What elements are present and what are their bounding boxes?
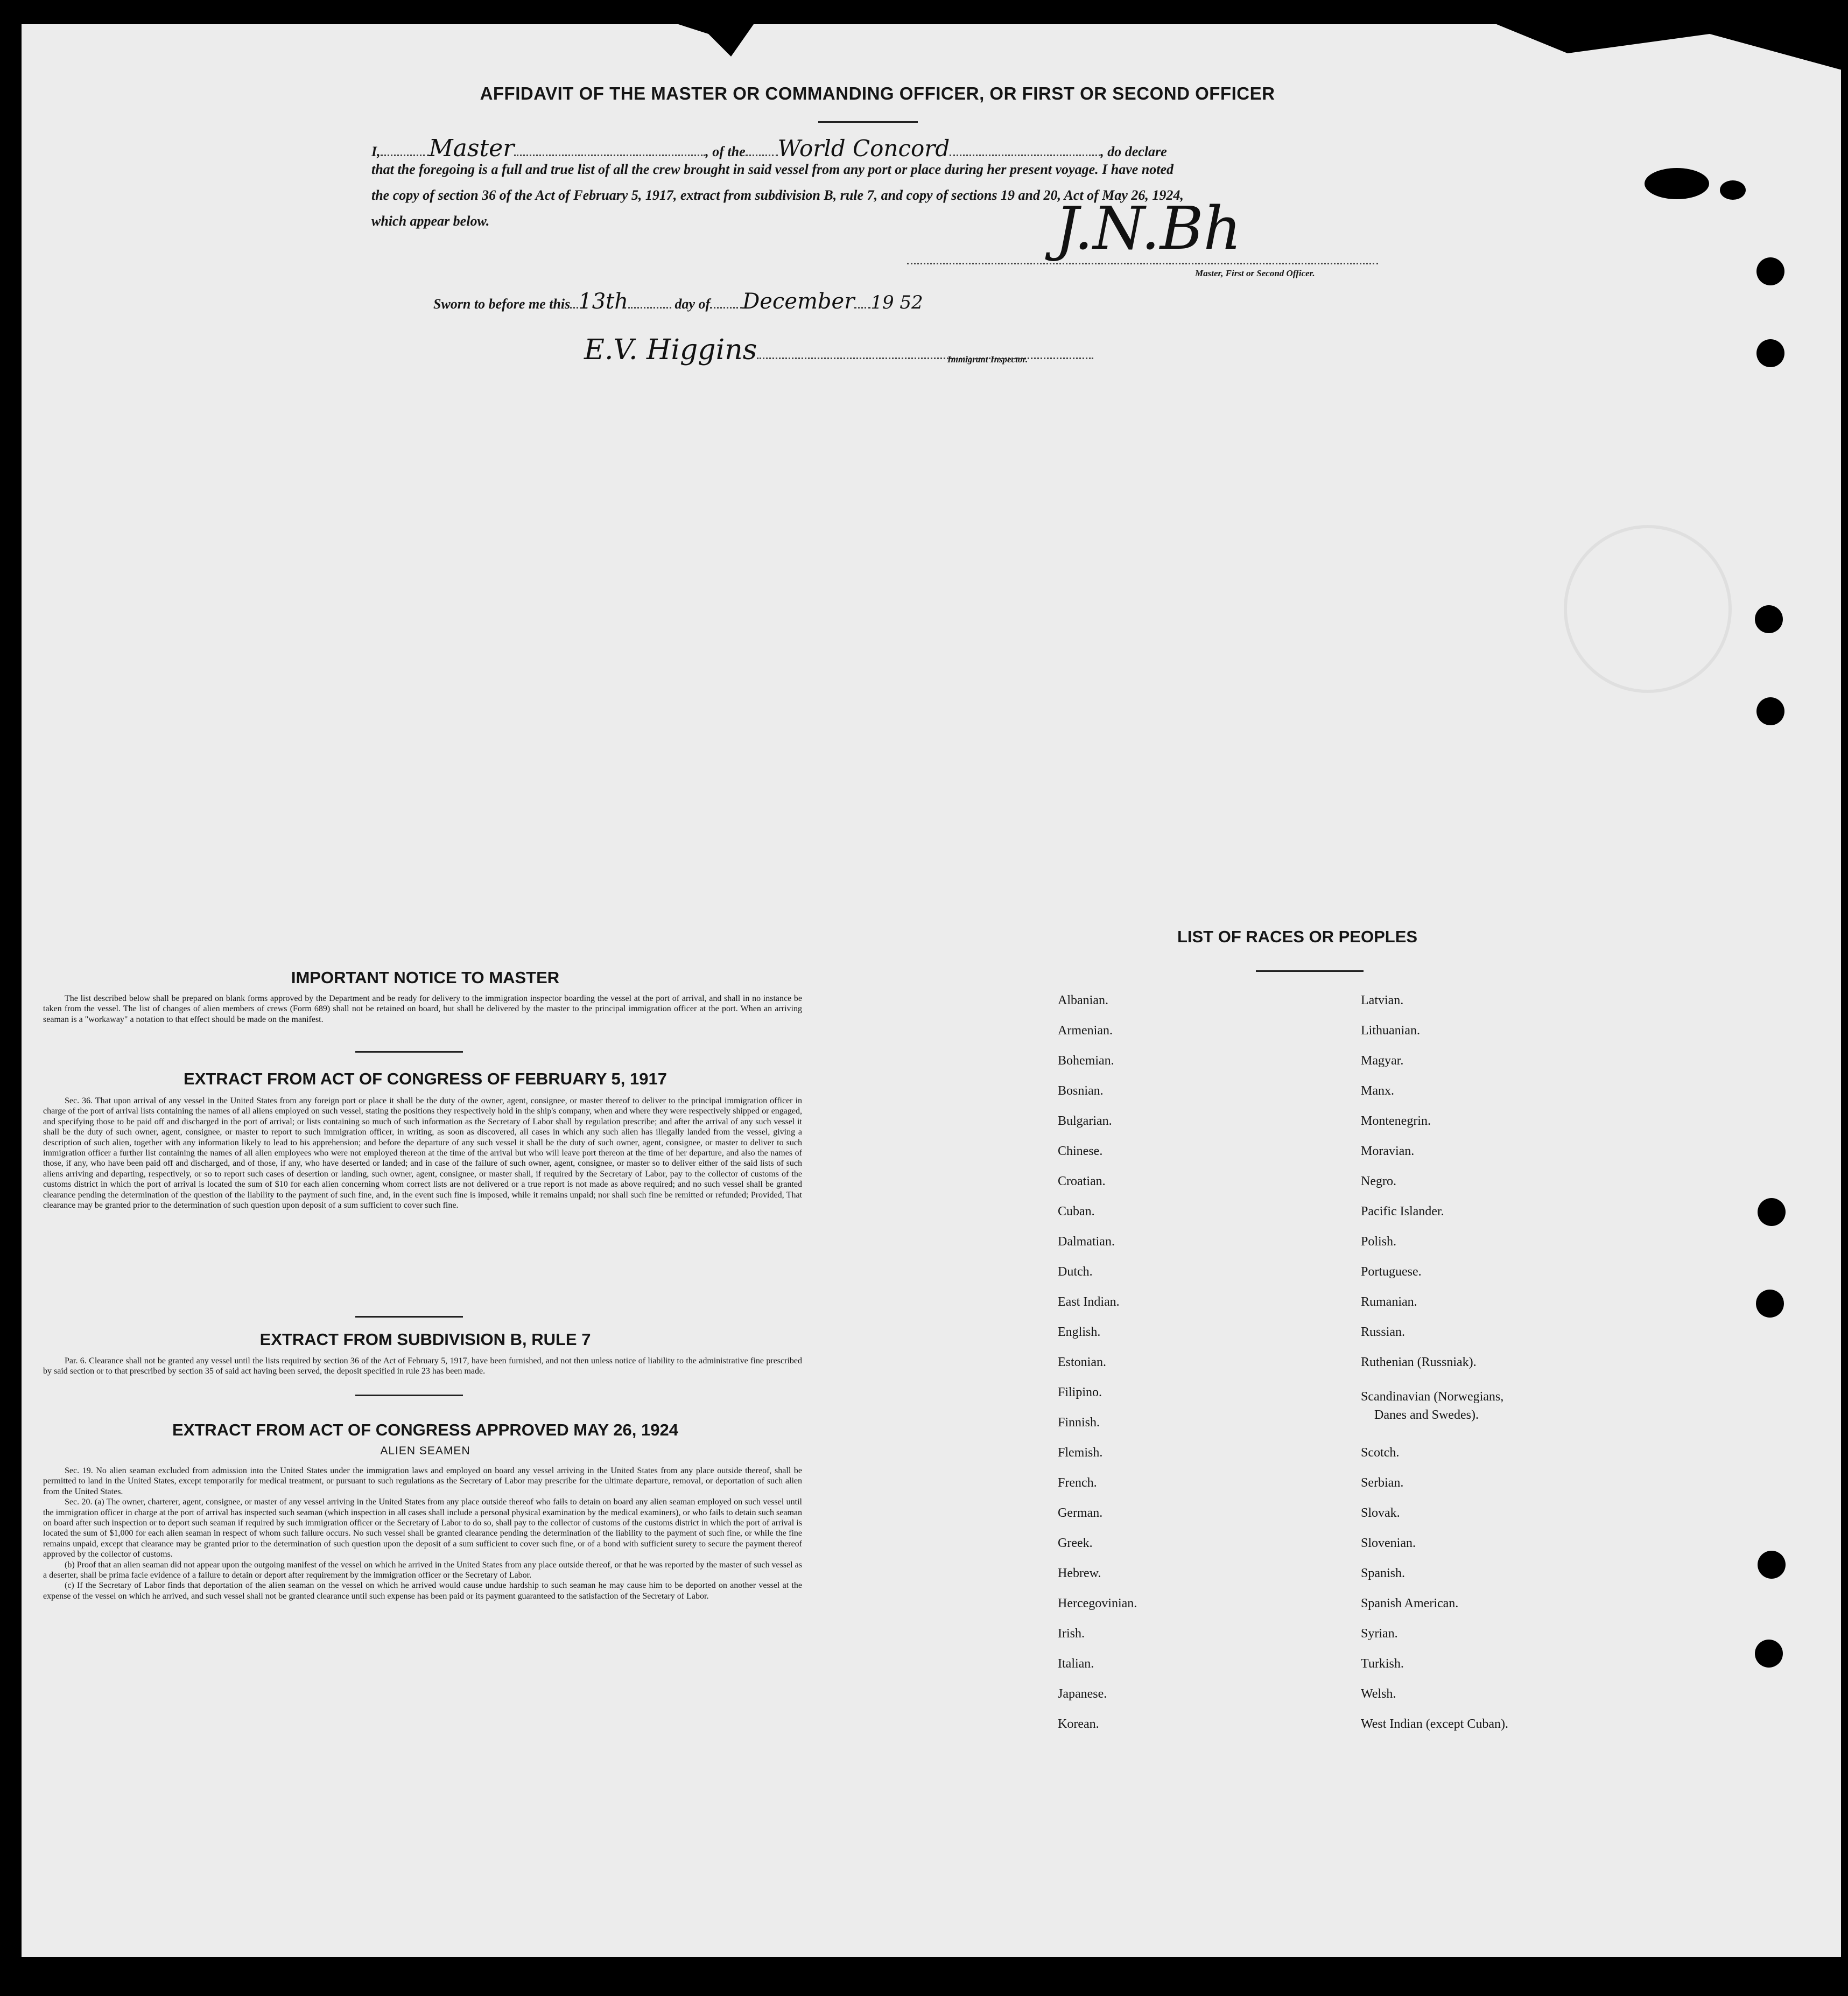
race-item: Pacific Islander. [1361,1204,1444,1218]
punch-hole [1758,1198,1786,1226]
race-item: Irish. [1058,1627,1085,1641]
dotted-leader [746,155,778,156]
inspector-signature: E.V. Higgins [584,334,757,366]
text: day of [674,296,711,312]
race-item: Welsh. [1361,1687,1396,1701]
inspector-caption: Immigrant Inspector. [947,354,1028,365]
signature-caption: Master, First or Second Officer. [1195,268,1315,278]
punch-hole [1756,339,1784,367]
sworn-year: 19 52 [870,292,923,313]
race-item: Magyar. [1361,1054,1404,1068]
race-item: English. [1058,1325,1101,1339]
act-1917-heading: EXTRACT FROM ACT OF CONGRESS OF FEBRUARY 5, 1917 [184,1069,667,1088]
sec-20a-text: Sec. 20. (a) The owner, charterer, agent, consignee, or master of any vessel arriving in the United States from any place outside thereof who fails to detain on board any alien seaman employed on such vessel until the immigration officer in charge at the port of arrival has inspected such seaman (which inspection in all cases shall include a personal physical examination by the medical examiners), or who fails to detain such seaman on board after such inspection or to deport such seaman if required by such immigration officer or the Secretary of Labor to do so, shall pay to the collector of customs of the customs district in which the port of arrival is located the sum of $1,000 for each alien seaman in respect of whom such failure occurs. No such vessel shall be granted clearance pending the determination of the liability to the payment of such fine, or while the fine remains unpaid, except that clearance may be granted prior to the determination of such question upon the deposit of a sum sufficient to cover such fine, or of a bond with sufficient surety to secure the payment thereof approved by the collector of customs. [43,1497,802,1559]
ink-blot [1645,168,1709,199]
race-item: Scandinavian (Norwegians, [1361,1390,1504,1404]
affidavit-title: AFFIDAVIT OF THE MASTER OR COMMANDING OFFICER, OR FIRST OR SECOND OFFICER [480,83,1275,103]
race-item: Turkish. [1361,1657,1404,1671]
dotted-leader [514,155,705,156]
race-item: Serbian. [1361,1476,1404,1490]
race-item: Japanese. [1058,1687,1107,1701]
race-item: Latvian. [1361,993,1404,1007]
race-item: Syrian. [1361,1627,1398,1641]
act-1924-heading: EXTRACT FROM ACT OF CONGRESS APPROVED MAY 26, 1924 [172,1420,678,1439]
race-item: Croatian. [1058,1174,1106,1188]
race-item: Dalmatian. [1058,1235,1115,1249]
text: I, [371,144,381,159]
affidavit-line-3: the copy of section 36 of the Act of February 5, 1917, extract from subdivision B, rule 7, and copy of sections 19 and 20, Act of May 26, 1924, [371,187,1184,203]
race-item: Korean. [1058,1717,1099,1731]
affidavit-line-4: which appear below. [371,213,490,229]
act-1917-text: Sec. 36. That upon arrival of any vessel in the United States from any foreign port or place it shall be the duty of the owner, agent, consignee, or master thereof to deliver to the principal immigration officer in charge of the port of arrival lists containing the names of all aliens employed on such vessel, stating the positions they respectively hold in the ship's company, when and where they were respectively shipped or engaged, and specifying those to be paid off and discharged in the port of arrival; or lists containing so much of such information as the Secretary of Labor shall by regulation prescribe; and after the arrival of any such vessel it shall be the duty of such owner, agent, consignee, or master to report to such immigration officer, in writing, as soon as discovered, all cases in which any such alien has illegally landed from the vessel, giving a description of such alien, together with any information likely to lead to his apprehension; and before the departure of any such vessel it shall be the duty of such owner, agent, consignee, or master to deliver to such immigration officer a further list containing the names of all alien employees who were not employed thereon at the time of the arrival but who will leave port thereon at the time of her departure, and also the names of those, if any, who have been paid off and discharged, and of those, if any, who have deserted or landed; and in case of the failure of such owner, agent, consignee, or master so to deliver either of the said lists of such aliens arriving and departing, respectively, or so to report such cases of desertion or landing, such owner, agent, consignee, or master shall, if required by the Secretary of Labor, pay to the collector of customs of the customs district in which the port of arrival is located the sum of $10 for each alien concerning whom correct lists are not delivered or a true report is not made as above required; and no such vessel shall be granted clearance pending the determination of the question of the liability to the payment of such fine, and, in the event such fine is imposed, while it remains unpaid; nor shall such fine be remitted or refunded; Provided, That clearance may be granted prior to the determination of such question upon deposit of a sum sufficient to cover such fine. [43,1096,802,1210]
race-item: West Indian (except Cuban). [1361,1717,1508,1731]
race-item: Hercegovinian. [1058,1596,1137,1610]
race-item: Flemish. [1058,1446,1103,1460]
officer-rank-handwritten: Master [428,135,515,162]
race-item: Estonian. [1058,1355,1106,1369]
faded-seal [1564,525,1732,693]
torn-edge [1496,24,1848,73]
text: of the [712,144,746,159]
race-item: Albanian. [1058,993,1108,1007]
act-1924-text [43,1466,802,1601]
sworn-line [433,289,923,314]
signature-line [907,263,1378,264]
race-item: Greek. [1058,1536,1093,1550]
alien-seamen-subheading: ALIEN SEAMEN [380,1445,470,1457]
punch-hole [1756,257,1784,285]
race-item: Rumanian. [1361,1295,1417,1309]
divider [355,1051,463,1053]
race-item: Armenian. [1058,1024,1113,1038]
master-signature: J.N.Bh [1055,194,1242,263]
race-item: French. [1058,1476,1097,1490]
race-item: Bosnian. [1058,1084,1104,1098]
sec-20b-text: (b) Proof that an alien seaman did not appear upon the outgoing manifest of the vessel on which he arrived in the United States from any place outside thereof, or that he was reported by the master of such vessel as a deserter, shall be prima facie evidence of a failure to detain or deport after requirement by the immigration officer or the Secretary of Labor. [43,1560,802,1580]
dotted-leader [854,307,870,309]
race-item: Spanish. [1361,1566,1406,1580]
race-item: Slovenian. [1361,1536,1416,1550]
sec-20c-text: (c) If the Secretary of Labor finds that deportation of the alien seaman on the vessel on which he arrived would cause undue hardship to such seaman he may cause him to be deported on another vessel at the expense of the vessel on which he arrived, and such vessel shall not be granted clearance until such expense has been paid or its payment guaranteed to the satisfaction of the Secretary of Labor. [43,1581,802,1601]
dotted-leader [570,307,578,309]
divider [355,1316,463,1318]
dotted-leader [757,358,1093,359]
affidavit-line-1: I, Master , of the World Concord , do declare [371,135,1167,162]
race-item: Italian. [1058,1657,1094,1671]
torn-edge [678,24,754,57]
divider [818,121,918,123]
race-item: Manx. [1361,1084,1394,1098]
dotted-leader [628,307,671,309]
race-item: Cuban. [1058,1204,1095,1218]
race-item: Lithuanian. [1361,1024,1420,1038]
race-item: Moravian. [1361,1144,1415,1158]
race-item: Dutch. [1058,1265,1093,1279]
race-item: Bulgarian. [1058,1114,1112,1128]
race-item-continued: Danes and Swedes). [1374,1408,1479,1422]
race-item: Filipino. [1058,1385,1102,1399]
punch-hole [1756,697,1784,725]
text: Sworn to before me this [433,296,571,312]
races-heading: LIST OF RACES OR PEOPLES [1177,927,1418,946]
sworn-day-handwritten: 13th [578,289,628,314]
vessel-name-handwritten: World Concord [777,135,950,162]
punch-hole [1756,1290,1784,1318]
affidavit-line-2: that the foregoing is a full and true list of all the crew brought in said vessel from any port or place during her present voyage. I have noted [371,162,1174,177]
sec-19-text: Sec. 19. No alien seaman excluded from admission into the United States under the immigration laws and employed on board any vessel arriving in the United States from any place outside thereof, shall be permitted to land in the United States, except temporarily for medical treatment, or pursuant to such regulations as the Secretary of Labor may prescribe for the ultimate departure, removal, or deportation of such alien from the United States. [43,1466,802,1496]
race-item: Ruthenian (Russniak). [1361,1355,1477,1369]
race-item: Spanish American. [1361,1596,1459,1610]
dotted-leader [950,155,1100,156]
rule-7-text: Par. 6. Clearance shall not be granted any vessel until the lists required by section 36 of the Act of February 5, 1917, have been furnished, and not then unless notice of liability to the administrative fine prescribed by said section or to that prescribed by section 35 of said act having been served, the deposit specified in rule 23 has been made. [43,1356,802,1376]
text: do declare [1107,144,1167,159]
race-item: Portuguese. [1361,1265,1422,1279]
notice-text: The list described below shall be prepared on blank forms approved by the Department and be ready for delivery to the immigration inspector boarding the vessel at the port of arrival, and shall in no instance be taken from the vessel. The list of changes of alien members of crews (Form 689) shall not be retained on board, but shall be delivered by the master to the principal immigration officer at the port. When an arriving seaman is a "workaway" a notation to that effect should be made on the manifest. [43,994,802,1024]
sworn-month-handwritten: December [742,289,855,314]
race-item: Slovak. [1361,1506,1400,1520]
race-item: Montenegrin. [1361,1114,1431,1128]
race-item: Hebrew. [1058,1566,1101,1580]
rule-7-heading: EXTRACT FROM SUBDIVISION B, RULE 7 [259,1330,591,1349]
divider [355,1395,463,1396]
race-item: East Indian. [1058,1295,1120,1309]
punch-hole [1755,605,1783,633]
dotted-leader [381,155,429,156]
race-item: German. [1058,1506,1103,1520]
document-page [22,24,1841,1957]
notice-heading: IMPORTANT NOTICE TO MASTER [291,968,560,987]
punch-hole [1755,1640,1783,1668]
race-item: Chinese. [1058,1144,1103,1158]
dotted-leader [710,307,742,309]
race-item: Polish. [1361,1235,1397,1249]
race-item: Scotch. [1361,1446,1400,1460]
race-item: Russian. [1361,1325,1406,1339]
divider [1256,970,1364,972]
punch-hole [1758,1551,1786,1579]
race-item: Negro. [1361,1174,1396,1188]
race-item: Bohemian. [1058,1054,1114,1068]
race-item: Finnish. [1058,1416,1100,1430]
ink-blot [1720,180,1746,200]
